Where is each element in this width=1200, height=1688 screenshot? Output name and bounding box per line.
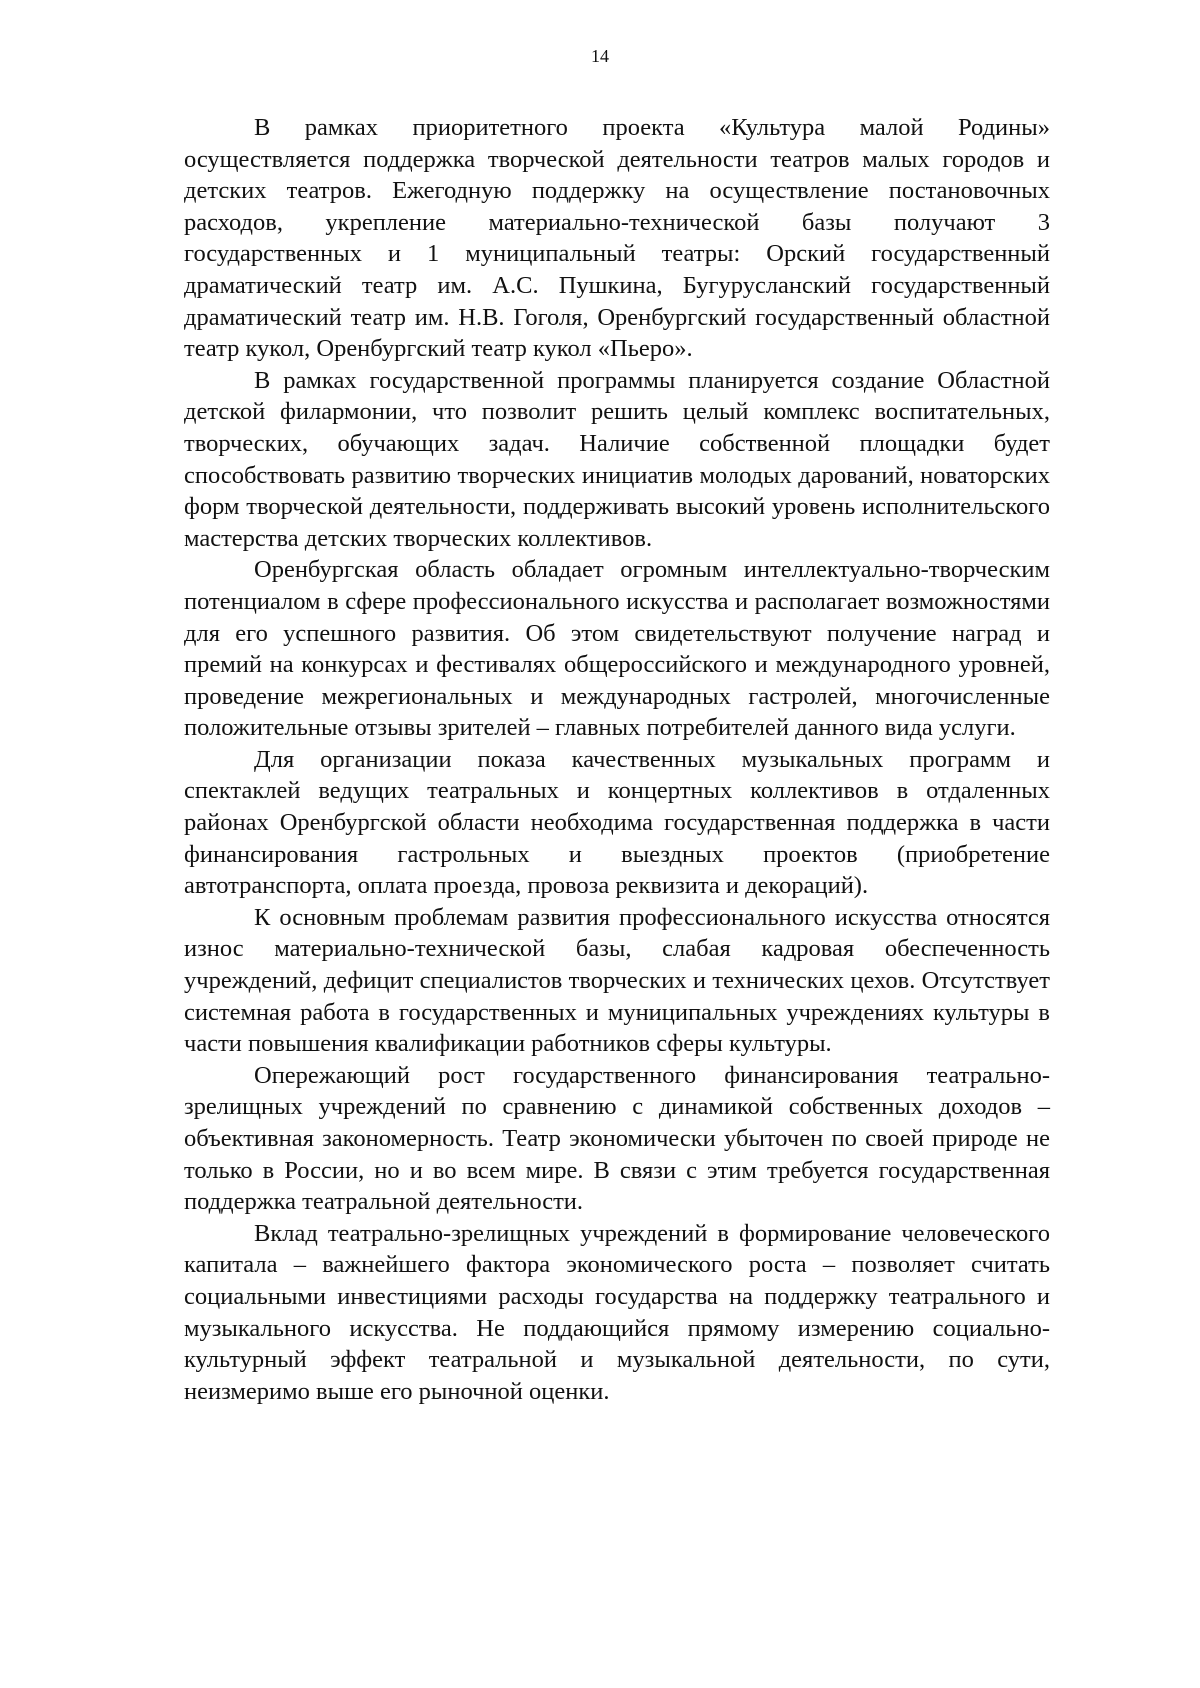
paragraph-culture-small-homeland: В рамках приоритетного проекта «Культура малой Родины» осуществляется поддержка творческой деятельности театров малых городов и детских театров. Ежегодную поддержку на осуществление постановочных расходов, укрепление материально-технической базы получают 3 государственных и 1 муниципальный театры: Орский государственный драматический театр им. А.С. Пушкина, Бугурусланский государственный драматический театр им. Н.В. Гоголя, Оренбургский государственный областной театр кукол, Оренбургский театр кукол «Пьеро». [184,114,1050,363]
document-body [184,112,1050,1407]
paragraph-creative-potential: Оренбургская область обладает огромным интеллектуально-творческим потенциалом в сфере профессионального искусства и располагает возможностями для его успешного развития. Об этом свидетельствуют получение наград и премий на конкурсах и фестивалях общероссийского и международного уровней, проведение межрегиональных и международных гастролей, многочисленные положительные отзывы зрителей – главных потребителей данного вида услуги. [184,556,1050,742]
paragraph-social-investment: Вклад театрально-зрелищных учреждений в формирование человеческого капитала – важнейшего фактора экономического роста – позволяет считать социальными инвестициями расходы государства на поддержку театрального и музыкального искусства. Не поддающийся прямому измерению социально-культурный эффект театральной и музыкальной деятельности, по сути, неизмеримо выше его рыночной оценки. [184,1219,1050,1405]
paragraph-children-philharmonic: В рамках государственной программы планируется создание Областной детской филармонии, что позволит решить целый комплекс воспитательных, творческих, обучающих задач. Наличие собственной площадки будет способствовать развитию творческих инициатив молодых дарований, новаторских форм творческой деятельности, поддерживать высокий уровень исполнительского мастерства детских творческих коллективов. [184,366,1050,552]
page-number: 14 [591,46,609,66]
paragraph-state-funding: Опережающий рост государственного финансирования театрально-зрелищных учреждений по сравнению с динамикой собственных доходов – объективная закономерность. Театр экономически убыточен по своей природе не только в России, но и во всем мире. В связи с этим требуется государственная поддержка театральной деятельности. [184,1061,1050,1216]
paragraph-main-problems: К основным проблемам развития профессионального искусства относятся износ материально-технической базы, слабая кадровая обеспеченность учреждений, дефицит специалистов творческих и технических цехов. Отсутствует системная работа в государственных и муниципальных учреждениях культуры в части повышения квалификации работников сферы культуры. [184,903,1050,1058]
paragraph-touring-support: Для организации показа качественных музыкальных программ и спектаклей ведущих театральных и концертных коллективов в отдаленных районах Оренбургской области необходима государственная поддержка в части финансирования гастрольных и выездных проектов (приобретение автотранспорта, оплата проезда, провоза реквизита и декораций). [184,745,1050,900]
